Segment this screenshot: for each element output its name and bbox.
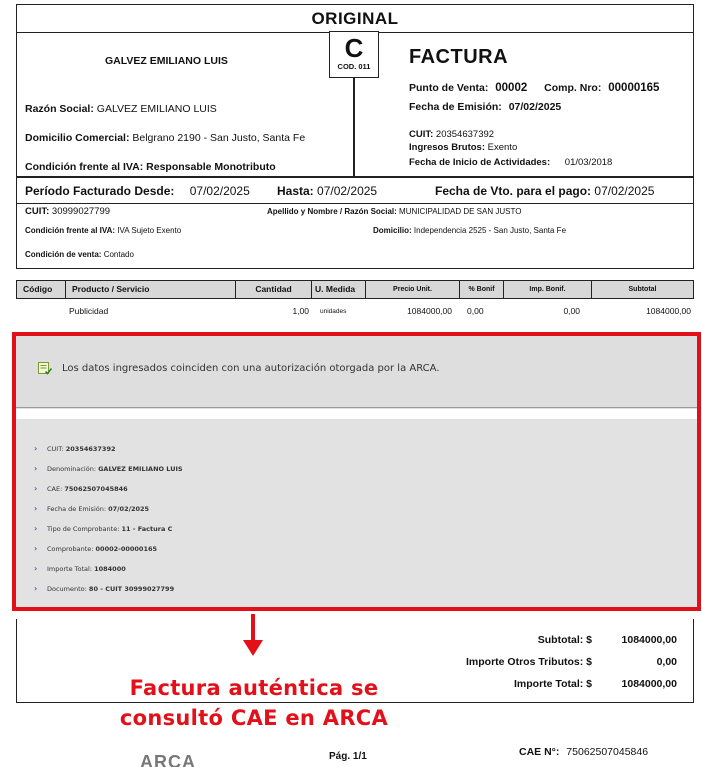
list-item: › CAE: 75062507045846: [34, 484, 128, 493]
client-iva-row: [25, 226, 181, 235]
client-nombre-value: MUNICIPALIDAD DE SAN JUSTO: [399, 207, 522, 216]
item-medida: unidades: [320, 308, 347, 315]
period-vto-label: Fecha de Vto. para el pago:: [435, 184, 592, 198]
period-hasta: [277, 184, 377, 198]
inicio-row: [409, 157, 612, 168]
otros-tributos-value: 0,00: [656, 656, 677, 668]
list-item: › Fecha de Emisión: 07/02/2025: [34, 504, 150, 513]
comp-nro-value: 00000165: [608, 82, 660, 94]
client-iva-value: IVA Sujeto Exento: [117, 226, 182, 235]
comp-nro-label: Comp. Nro:: [544, 82, 602, 94]
arca-message-area: [16, 336, 697, 408]
item-cantidad: 1,00: [292, 306, 309, 316]
client-nombre-label: Apellido y Nombre / Razón Social:: [267, 207, 397, 216]
subtotal-value: 1084000,00: [621, 634, 677, 646]
col-producto: Producto / Servicio: [66, 281, 236, 298]
punto-venta-value: 00002: [495, 82, 528, 94]
razon-social-label: Razón Social:: [25, 103, 94, 115]
chevron-right-icon: ›: [34, 444, 38, 453]
footer-cae-label: CAE N°:: [519, 746, 560, 758]
period-hasta-value: 07/02/2025: [317, 184, 378, 198]
client-cuit-value: 30999027799: [51, 206, 111, 217]
col-cantidad: Cantidad: [236, 281, 312, 298]
list-item: › Importe Total: 1084000: [34, 564, 126, 573]
invoice-letter: C: [344, 33, 364, 63]
client-venta-value: Contado: [103, 250, 134, 259]
client-iva-label: Condición frente al IVA:: [25, 226, 116, 235]
subtotal-label: Subtotal: $: [537, 634, 592, 646]
invoice-letter-box: [329, 31, 379, 78]
arca-logo: ARCA: [140, 752, 196, 767]
arca-message: Los datos ingresados coinciden con una autorización otorgada por la ARCA.: [62, 363, 440, 374]
arca-verification-panel: [12, 332, 701, 611]
iibb-label: Ingresos Brutos:: [409, 142, 486, 153]
fecha-emision-value: 07/02/2025: [508, 101, 562, 113]
col-bonif: % Bonif: [460, 281, 504, 298]
client-venta-row: [25, 250, 134, 259]
razon-social-value: GALVEZ EMILIANO LUIS: [96, 103, 217, 115]
iva-label: Condición frente al IVA:: [25, 161, 144, 173]
annotation-line-2: consultó CAE en ARCA: [119, 706, 389, 730]
client-cuit-label: CUIT:: [25, 206, 50, 217]
chevron-right-icon: ›: [34, 564, 38, 573]
client-domicilio-value: Independencia 2525 - San Justo, Santa Fe: [413, 226, 567, 235]
iibb-value: Exento: [487, 142, 518, 153]
domicilio-row: [25, 132, 305, 144]
inicio-label: Fecha de Inicio de Actividades:: [409, 157, 551, 168]
total-value: 1084000,00: [621, 678, 677, 690]
iibb-row: [409, 142, 517, 153]
list-item: › Comprobante: 00002-00000165: [34, 544, 158, 553]
list-item: › CUIT: 20354637392: [34, 444, 116, 453]
issuer-name: GALVEZ EMILIANO LUIS: [105, 55, 228, 67]
arrow-down-icon: [243, 640, 263, 656]
footer-cae-value: 75062507045846: [566, 746, 649, 758]
period-desde-value: 07/02/2025: [189, 184, 250, 198]
chevron-right-icon: ›: [34, 524, 38, 533]
item-imp-bonif: 0,00: [563, 306, 580, 316]
period-desde: [25, 184, 250, 198]
period-vto-value: 07/02/2025: [594, 184, 655, 198]
cuit-value: 20354637392: [435, 129, 495, 140]
col-medida: U. Medida: [312, 281, 366, 298]
otros-tributos-label: Importe Otros Tributos: $: [465, 656, 592, 668]
item-subtotal: 1084000,00: [646, 306, 691, 316]
list-item: › Documento: 80 - CUIT 30999027799: [34, 584, 175, 593]
period-hasta-label: Hasta:: [277, 184, 314, 198]
iva-row: [25, 161, 276, 173]
inicio-value: 01/03/2018: [564, 157, 613, 168]
chevron-right-icon: ›: [34, 504, 38, 513]
chevron-right-icon: ›: [34, 544, 38, 553]
client-domicilio-row: [373, 226, 566, 235]
total-label: Importe Total: $: [514, 678, 592, 690]
item-bonif: 0,00: [467, 306, 484, 316]
copy-type-label: ORIGINAL: [311, 9, 399, 28]
arca-separator: [16, 409, 697, 419]
col-codigo: Código: [17, 281, 66, 298]
page-number: Pág. 1/1: [329, 751, 367, 762]
domicilio-value: Belgrano 2190 - San Justo, Santa Fe: [132, 132, 306, 144]
client-nombre-row: [267, 207, 521, 216]
document-check-icon: [38, 362, 52, 375]
domicilio-label: Domicilio Comercial:: [25, 132, 130, 144]
chevron-right-icon: ›: [34, 464, 38, 473]
iva-value: Responsable Monotributo: [146, 161, 276, 173]
chevron-right-icon: ›: [34, 584, 38, 593]
fecha-emision-row: [409, 101, 561, 113]
client-cuit-row: [25, 206, 110, 217]
punto-venta-label: Punto de Venta:: [409, 82, 489, 94]
copy-type-box: [16, 4, 694, 33]
items-table-header: [16, 280, 694, 299]
punto-venta-row: [409, 82, 659, 94]
annotation-line-1: Factura auténtica se: [129, 676, 379, 700]
period-desde-label: Período Facturado Desde:: [25, 184, 175, 198]
fecha-emision-label: Fecha de Emisión:: [409, 101, 502, 113]
col-subtotal: Subtotal: [628, 286, 657, 293]
cuit-row: [409, 129, 494, 140]
cuit-label: CUIT:: [409, 129, 434, 140]
item-precio: 1084000,00: [407, 306, 452, 316]
footer-cae: [519, 746, 648, 758]
doc-type-title: FACTURA: [409, 46, 509, 68]
client-section: [16, 203, 694, 269]
invoice-letter-code: COD. 011: [337, 62, 371, 71]
chevron-right-icon: ›: [34, 484, 38, 493]
client-venta-label: Condición de venta:: [25, 250, 102, 259]
period-row: [16, 177, 694, 204]
razon-social-row: [25, 103, 217, 115]
col-imp-bonif: Imp. Bonif.: [504, 281, 592, 298]
list-item: › Tipo de Comprobante: 11 - Factura C: [34, 524, 173, 533]
item-producto: Publicidad: [69, 306, 109, 316]
invoice-header: [16, 32, 694, 177]
list-item: › Denominación: GALVEZ EMILIANO LUIS: [34, 464, 183, 473]
period-vto: [435, 184, 654, 198]
client-domicilio-label: Domicilio:: [373, 226, 412, 235]
col-precio: Precio Unit.: [366, 281, 460, 298]
